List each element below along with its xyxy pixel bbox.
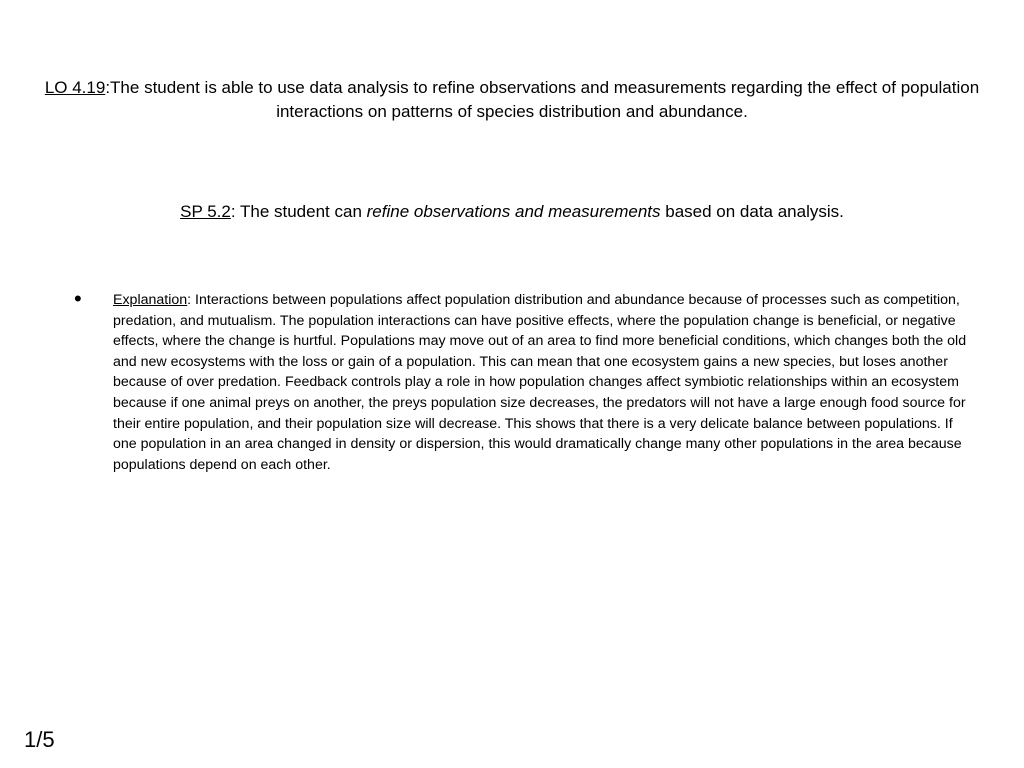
lo-text: :The student is able to use data analysis to refine observations and measurements regarding the effect of population interactions on patterns of species distribution and abundance. bbox=[105, 78, 980, 121]
sp-text-italic: refine observations and measurements bbox=[366, 202, 661, 221]
sp-text-after: based on data analysis. bbox=[660, 202, 844, 221]
sp-text-before: : The student can bbox=[230, 202, 367, 221]
bullet-icon: • bbox=[74, 286, 82, 311]
learning-objective bbox=[40, 76, 984, 124]
science-practice bbox=[40, 200, 984, 224]
explanation-label: Explanation bbox=[113, 292, 188, 308]
sp-label: SP 5.2 bbox=[180, 202, 231, 221]
lo-label: LO 4.19 bbox=[44, 78, 106, 97]
page-number: 1/5 bbox=[24, 727, 55, 752]
explanation-text bbox=[113, 290, 973, 475]
explanation-body: : Interactions between populations affect population distribution and abundance because of processes such as competition, predation, and mutualism. The population interactions can have positive effects, where the population change is beneficial, or negative effects, where the change is hurtful. Populations may move out of an area to find more beneficial conditions, which changes both the old and new ecosystems with the loss or gain of a population. This can mean that one ecosystem gains a new species, but loses another because of over predation. Feedback controls play a role in how population changes affect symbiotic relationships within an ecosystem because if one animal preys on another, the preys population size decreases, the predators will not have a large enough food source for their entire population, and their population size will decrease. This shows that there is a very delicate balance between populations. If one population in an area changed in density or dispersion, this would dramatically change many other populations in the area because populations depend on each other. bbox=[113, 292, 967, 473]
